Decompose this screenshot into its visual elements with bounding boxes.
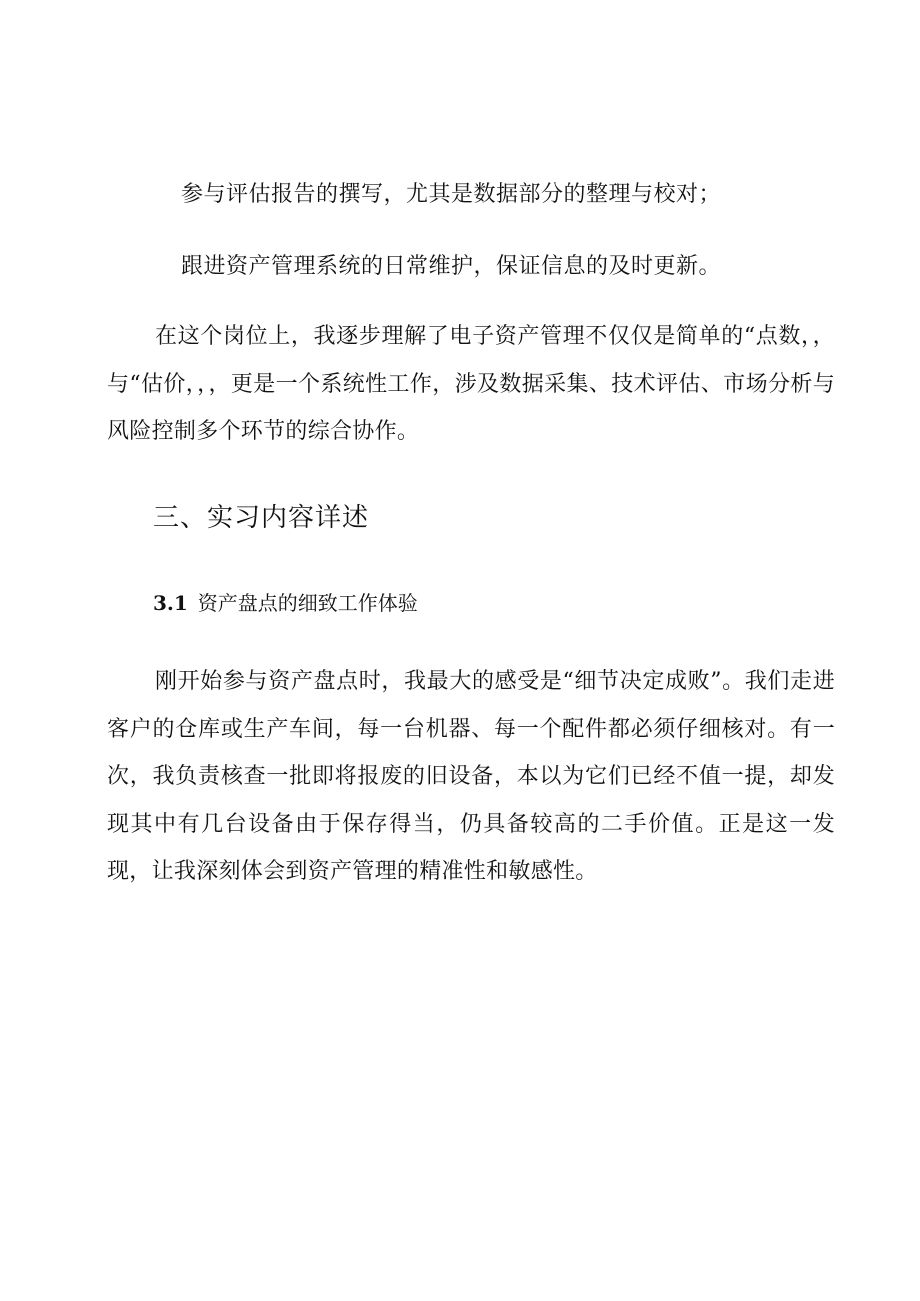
- section-heading: 三、实习内容详述: [153, 503, 370, 533]
- subsection-number: 3.1: [153, 591, 188, 615]
- reflection-paragraph: 在这个岗位上，我逐步理解了电子资产管理不仅仅是简单的“点数，，与“估价，，，更是一个系统性工作，涉及数据采集、技术评估、市场分析与风险控制多个环节的综合协作。: [107, 324, 835, 444]
- duty-line-report-writing: 参与评估报告的撰写，尤其是数据部分的整理与校对；: [181, 182, 722, 207]
- body-paragraph: 刚开始参与资产盘点时，我最大的感受是“细节决定成败”。我们走进客户的仓库或生产车间，每一台机器、每一个配件都必须仔细核对。有一次，我负责核查一批即将报废的旧设备，本以为它们已经不值一提，却发现其中有几台设备由于保存得当，仍具备较高的二手价值。正是这一发现，让我深刻体会到资产管理的精准性和敏感性。: [107, 669, 835, 884]
- subsection-title: 资产盘点的细致工作体验: [197, 591, 418, 615]
- subsection-heading: [153, 589, 418, 617]
- duty-line-system-maintenance: 跟进资产管理系统的日常维护，保证信息的及时更新。: [181, 254, 722, 279]
